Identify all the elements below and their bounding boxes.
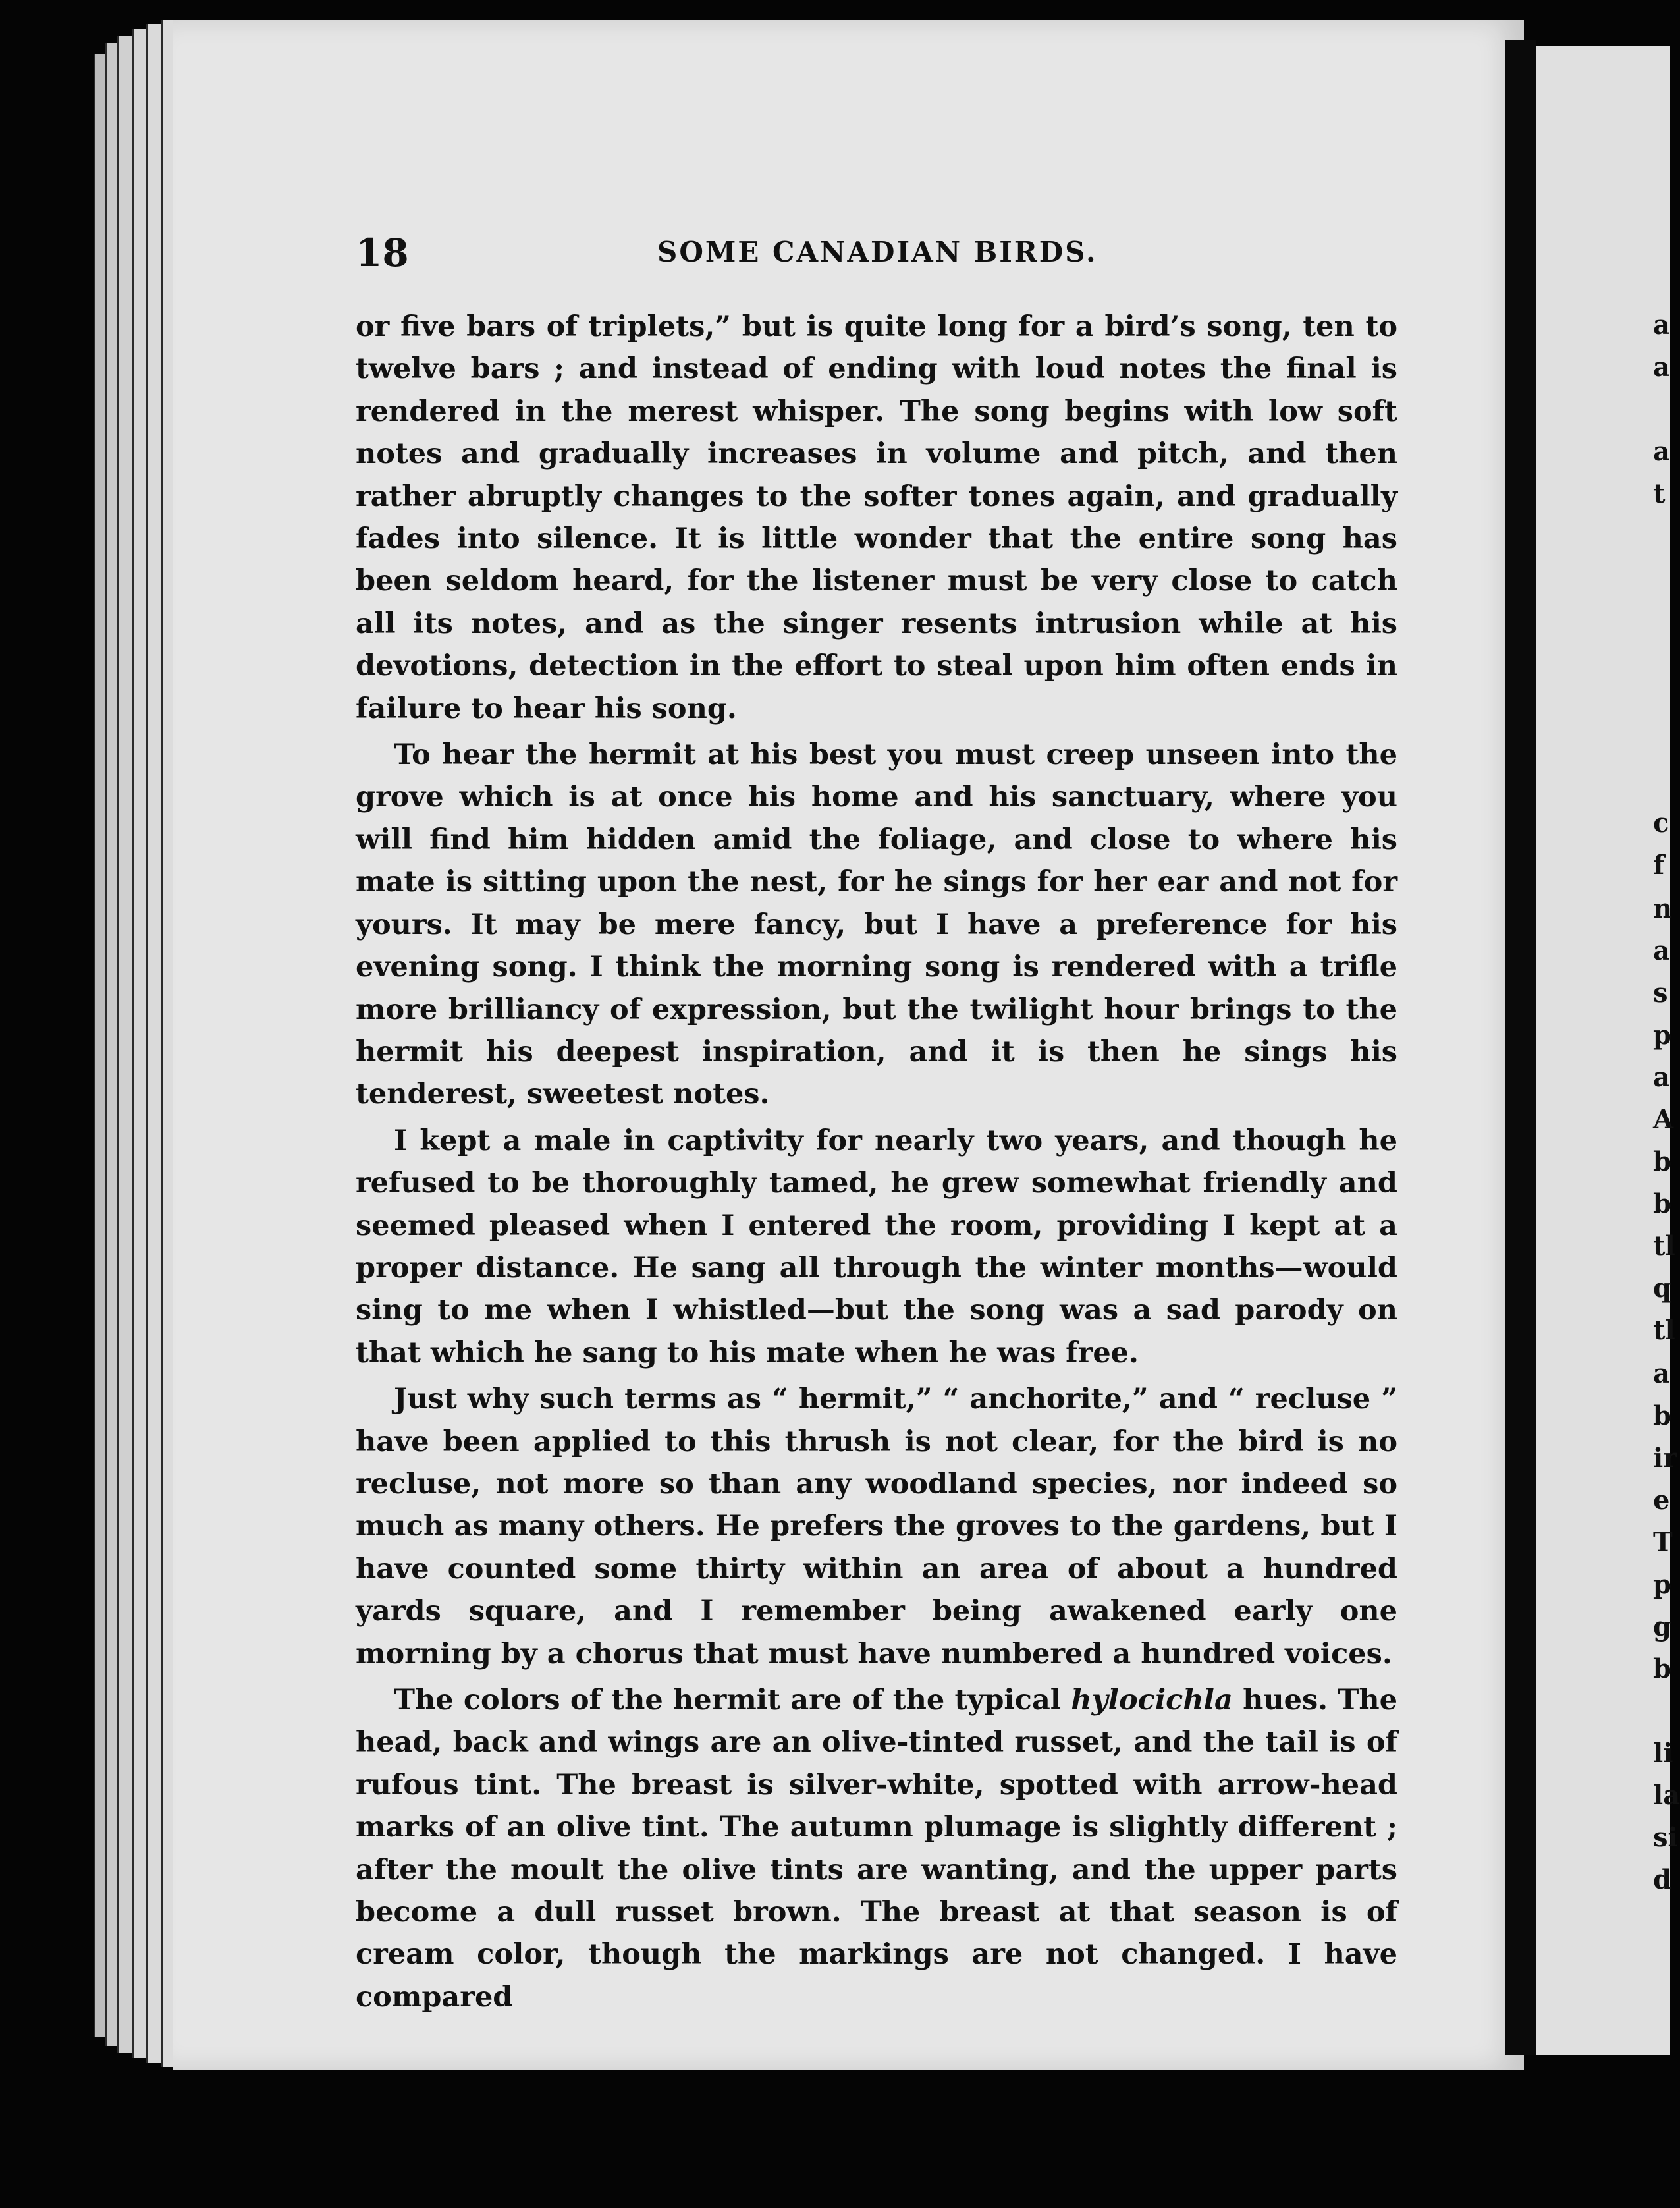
- facing-page: [1536, 46, 1680, 2055]
- facing-page-fragment: la: [1653, 1780, 1680, 1811]
- paragraph: Just why such terms as “ hermit,” “ anchorite,” and “ recluse ” have been applied to this thrush is not clear, for the bird is no recluse, not more so than any woodland species, nor indeed so much as many others. He prefers the groves to the gardens, but I have counted some thirty within an area of about a hundred yards square, and I remember being awakened early one morning by a chorus that must have numbered a hundred voices.: [356, 1383, 1397, 1670]
- facing-page-fragment: a: [1653, 935, 1670, 966]
- book-title: SOME CANADIAN BIRDS.: [657, 236, 1098, 268]
- facing-page-fragment: g: [1653, 1611, 1671, 1642]
- facing-page-fragment: d: [1653, 1864, 1671, 1895]
- facing-page-fragment: tl: [1653, 1315, 1675, 1346]
- facing-page-fragment: ir: [1653, 1443, 1677, 1474]
- facing-page-fragment: tl: [1653, 1230, 1675, 1261]
- facing-page-fragment: e: [1653, 1485, 1670, 1516]
- facing-page-fragment: li: [1653, 1738, 1673, 1769]
- facing-page-fragment: T: [1653, 1527, 1673, 1558]
- page-number: 18: [356, 231, 409, 275]
- facing-page-fragment: p: [1653, 1020, 1671, 1051]
- facing-page-fragment: a: [1653, 436, 1670, 467]
- facing-page-fragment: A: [1653, 1104, 1674, 1135]
- facing-page-fragment: q: [1653, 1273, 1671, 1304]
- facing-page-fragment: n: [1653, 893, 1673, 924]
- facing-page-fragment: t: [1653, 478, 1666, 509]
- paragraph-text: hues. The head, back and wings are an olive-tinted russet, and the tail is of rufous tint. The breast is silver-white, spotted with arrow-head marks of an olive tint. The autumn plumage is slightly different ; after the moult the olive tints are wanting, and the upper parts become a dull russet brown. The breast at that season is of cream color, though the markings are not changed. I have compared: [356, 1684, 1398, 2014]
- body-text: [356, 306, 1397, 2018]
- facing-page-fragment: b: [1653, 1400, 1671, 1431]
- facing-page-fragment: a: [1653, 352, 1670, 383]
- book-gutter: [1505, 40, 1536, 2055]
- facing-page-fragment: b: [1653, 1188, 1671, 1219]
- facing-page-fragment: si: [1653, 1822, 1678, 1853]
- paragraph: I kept a male in captivity for nearly two years, and though he refused to be thoroughly tamed, he grew somewhat friendly and seemed pleased when I entered the room, providing I kept at a proper distance. He sang all through the winter months—would sing to me when I whistled—but the song was a sad parody on that which he sang to his mate when he was free.: [356, 1124, 1397, 1369]
- paragraph: or five bars of triplets,” but is quite long for a bird’s song, ten to twelve bars ; and instead of ending with loud notes the final is rendered in the merest whisper. The song begins with low soft notes and gradually increases in volume and pitch, and then rather abruptly changes to the softer tones again, and gradually fades into silence. It is little wonder that the entire song has been seldom heard, for the listener must be very close to catch all its notes, and as the singer resents intrusion while at his devotions, detection in the effort to steal upon him often ends in failure to hear his song.: [356, 310, 1397, 725]
- facing-page-fragment: a: [1653, 1358, 1670, 1389]
- facing-page-fragment: c: [1653, 808, 1669, 839]
- facing-page-fragment: b: [1653, 1653, 1671, 1684]
- running-head: [356, 231, 1403, 273]
- facing-page-fragment: a: [1653, 1062, 1670, 1093]
- paragraph: To hear the hermit at his best you must creep unseen into the grove which is at once his home and his sanctuary, where you will find him hidden amid the foliage, and close to where his mate is sitting upon the nest, for he sings for her ear and not for yours. It may be mere fancy, but I have a preference for his evening song. I think the morning song is rendered with a trifle more brilliancy of expression, but the twilight hour brings to the hermit his deepest inspiration, and it is then he sings his tenderest, sweetest notes.: [356, 738, 1397, 1111]
- facing-page-fragment: s: [1653, 978, 1668, 1008]
- facing-page-fragment: p: [1653, 1569, 1671, 1600]
- paragraph: [356, 1679, 1397, 2018]
- facing-page-fragment: a: [1653, 310, 1670, 341]
- species-genus: hylocichla: [1071, 1684, 1233, 1717]
- facing-page-fragment: b: [1653, 1146, 1671, 1177]
- paragraph-text: The colors of the hermit are of the typical: [394, 1684, 1071, 1717]
- facing-page-fragment: f: [1653, 850, 1665, 881]
